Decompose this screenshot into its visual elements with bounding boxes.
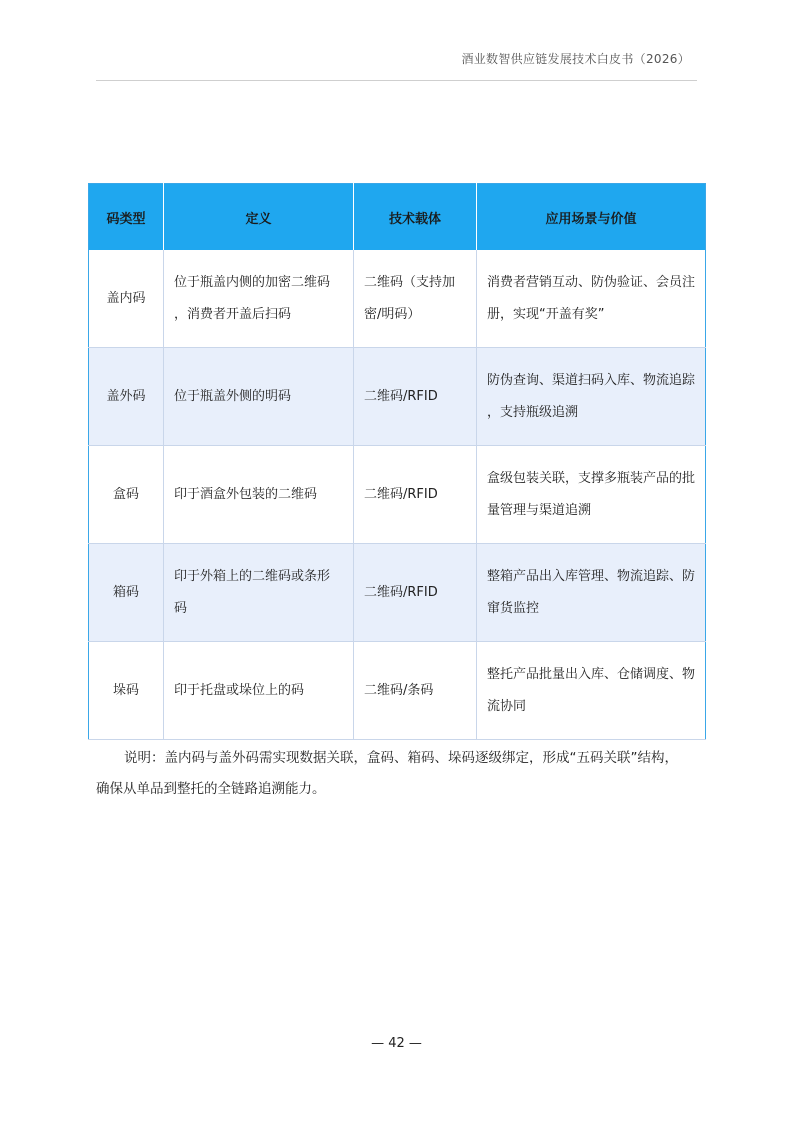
cell-definition: 印于外箱上的二维码或条形 码 (164, 544, 354, 642)
note-line-1: 说明：盖内码与盖外码需实现数据关联，盒码、箱码、垛码逐级绑定，形成“五码关联”结构， (124, 750, 678, 766)
column-header-definition: 定义 (164, 184, 354, 251)
cell-code-type: 盖外码 (89, 348, 164, 446)
cell-definition: 印于托盘或垛位上的码 (164, 642, 354, 740)
cell-scenario: 整托产品批量出入库、仓储调度、物 流协同 (477, 642, 706, 740)
table-row (89, 446, 706, 544)
note-line-2: 确保从单品到整托的全链路追溯能力。 (96, 781, 326, 797)
cell-carrier: 二维码/条码 (354, 642, 477, 740)
cell-carrier: 二维码/RFID (354, 544, 477, 642)
code-types-table (88, 183, 706, 740)
cell-scenario: 消费者营销互动、防伪验证、会员注 册，实现“开盖有奖” (477, 250, 706, 348)
document-header-title: 酒业数智供应链发展技术白皮书（2026） (461, 52, 690, 66)
cell-carrier: 二维码/RFID (354, 348, 477, 446)
table-row (89, 250, 706, 348)
column-header-carrier: 技术载体 (354, 184, 477, 251)
cell-scenario: 防伪查询、渠道扫码入库、物流追踪 ，支持瓶级追溯 (477, 348, 706, 446)
cell-code-type: 盖内码 (89, 250, 164, 348)
cell-scenario: 整箱产品出入库管理、物流追踪、防 窜货监控 (477, 544, 706, 642)
table-header-row (89, 184, 706, 251)
cell-code-type: 垛码 (89, 642, 164, 740)
table-note (96, 743, 696, 805)
cell-carrier: 二维码/RFID (354, 446, 477, 544)
column-header-code-type: 码类型 (89, 184, 164, 251)
cell-scenario: 盒级包装关联，支撑多瓶装产品的批 量管理与渠道追溯 (477, 446, 706, 544)
table-row (89, 642, 706, 740)
table-row (89, 348, 706, 446)
cell-code-type: 箱码 (89, 544, 164, 642)
column-header-scenario: 应用场景与价值 (477, 184, 706, 251)
cell-code-type: 盒码 (89, 446, 164, 544)
cell-definition: 位于瓶盖外侧的明码 (164, 348, 354, 446)
cell-carrier: 二维码（支持加 密/明码） (354, 250, 477, 348)
table-row (89, 544, 706, 642)
page-number: — 42 — (371, 1036, 422, 1051)
cell-definition: 印于酒盒外包装的二维码 (164, 446, 354, 544)
header-divider (96, 80, 697, 81)
cell-definition: 位于瓶盖内侧的加密二维码 ，消费者开盖后扫码 (164, 250, 354, 348)
